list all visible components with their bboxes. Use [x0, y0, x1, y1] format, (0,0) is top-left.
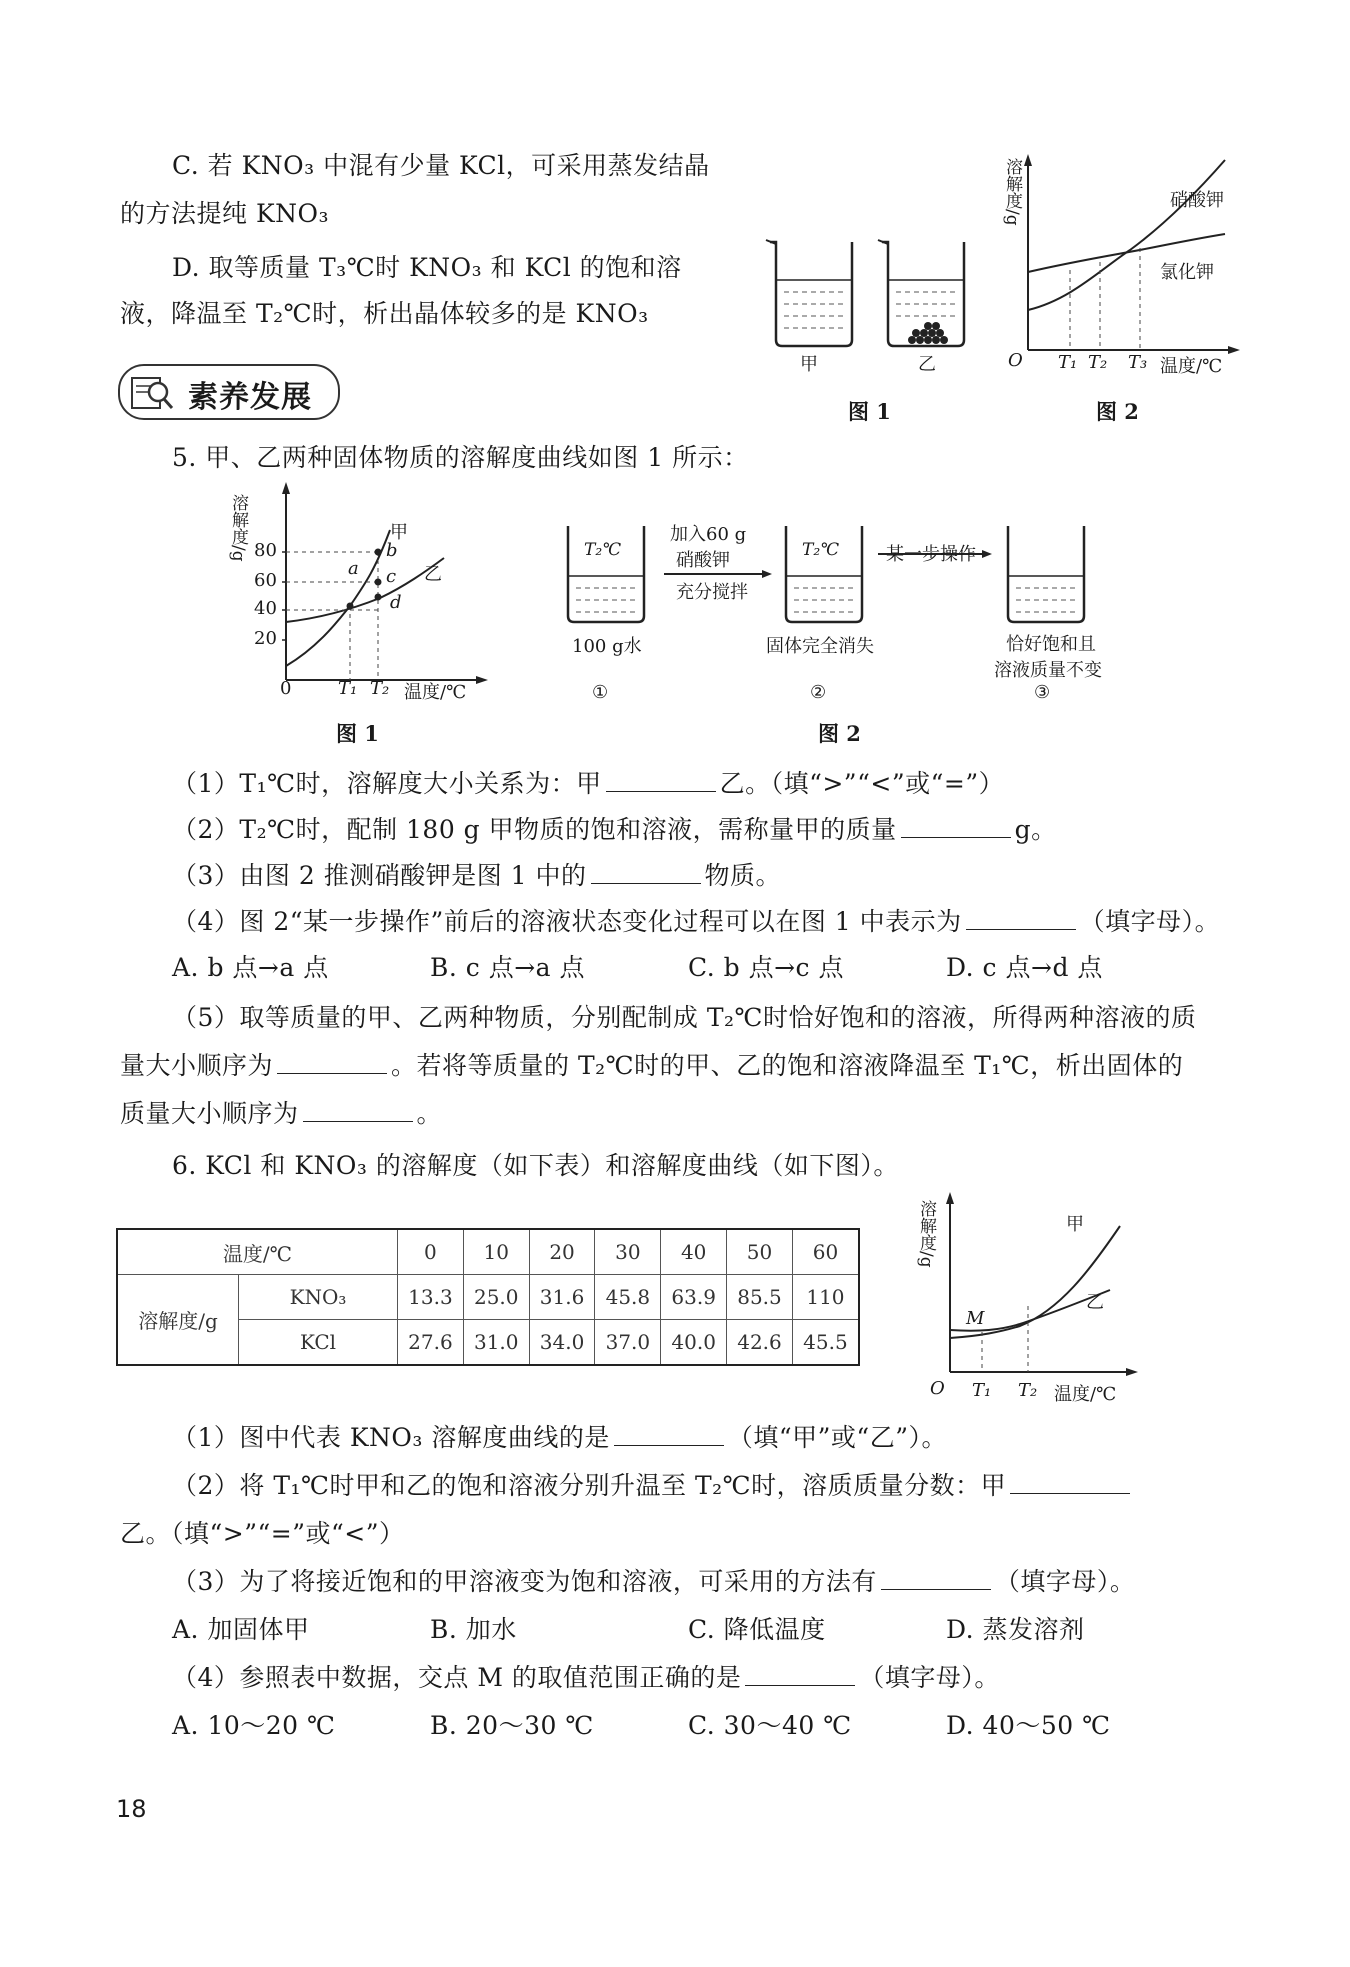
- table-cell: 110: [792, 1275, 859, 1320]
- table-cell: 45.5: [792, 1320, 859, 1366]
- q5-p3: （3）由图 2 推测硝酸钾是图 1 中的 物质。: [172, 861, 782, 890]
- q5-fig1-point-d: d: [390, 592, 402, 613]
- q5-p5-line3: 质量大小顺序为 。: [120, 1099, 443, 1128]
- q5-p4-option-a: A. b 点→a 点: [172, 953, 329, 982]
- q4-fig2-chart: [1000, 150, 1260, 370]
- q5-p5-line2: 量大小顺序为 。若将等质量的 T₂℃时的甲、乙的饱和溶液降温至 T₁℃，析出固体的: [120, 1051, 1184, 1080]
- table-cell: 34.0: [529, 1320, 595, 1366]
- q5-fig1-point-c: c: [386, 566, 397, 587]
- q5-fig1-origin: 0: [280, 678, 292, 699]
- point-d: [375, 594, 382, 601]
- table-row-name: KCl: [239, 1320, 398, 1366]
- step1-line1: 加入60 g: [670, 524, 747, 545]
- table-cell: 85.5: [727, 1275, 793, 1320]
- q4-fig2-curve-top: 硝酸钾: [1170, 190, 1224, 211]
- q5-stem: 5. 甲、乙两种固体物质的溶解度曲线如图 1 所示：: [172, 443, 749, 472]
- q6-chart-point-m: M: [966, 1308, 985, 1329]
- table-cell: 63.9: [661, 1275, 727, 1320]
- crystals: [908, 322, 948, 344]
- q5-fig1-ytick-80: 80: [254, 540, 277, 561]
- solubility-table: [116, 1228, 860, 1366]
- beaker-2-label: 固体完全消失: [766, 636, 874, 657]
- section-title: 素养发展: [188, 380, 312, 415]
- answer-blank[interactable]: [966, 905, 1076, 930]
- q6-p3-option-b: B. 加水: [430, 1615, 517, 1644]
- answer-blank[interactable]: [614, 1421, 724, 1446]
- table-cell: 13.3: [398, 1275, 464, 1320]
- q4-fig2-xlabel: 温度/℃: [1160, 356, 1223, 377]
- q6-p4-option-d: D. 40～50 ℃: [946, 1711, 1111, 1740]
- q6-p4: （4）参照表中数据，交点 M 的取值范围正确的是 （填字母）。: [172, 1663, 1000, 1692]
- q5-fig1-curve-jia: 甲: [390, 522, 408, 543]
- q4-option-c-line1: C. 若 KNO₃ 中混有少量 KCl，可采用蒸发结晶: [172, 151, 710, 180]
- q5-p2: （2）T₂℃时，配制 180 g 甲物质的饱和溶液，需称量甲的质量 g。: [172, 815, 1057, 844]
- q6-chart-ylabel: 溶解度/g: [916, 1200, 936, 1268]
- table-cell: 31.6: [529, 1275, 595, 1320]
- q6-p3-option-c: C. 降低温度: [688, 1615, 826, 1644]
- circle-2: ②: [810, 682, 827, 703]
- q4-fig2-tick-t3: T₃: [1128, 352, 1148, 373]
- q5-fig1-caption: 图 1: [336, 721, 379, 746]
- table-row-name: KNO₃: [239, 1275, 398, 1320]
- table-header-row: [117, 1229, 859, 1275]
- q6-p4-option-a: A. 10～20 ℃: [172, 1711, 336, 1740]
- curve-kno3: [1028, 160, 1225, 310]
- point-a: [347, 603, 354, 610]
- q6-chart-tick-t2: T₂: [1018, 1380, 1038, 1401]
- table-temp-cell: 40: [661, 1229, 727, 1275]
- q5-fig1-tick-t2: T₂: [370, 678, 390, 699]
- q6-p3-option-d: D. 蒸发溶剂: [946, 1615, 1085, 1644]
- answer-blank[interactable]: [1010, 1469, 1130, 1494]
- step2-label: 某一步操作: [886, 544, 976, 565]
- beaker-1-temp: T₂℃: [584, 540, 622, 560]
- q6-p3-option-a: A. 加固体甲: [172, 1615, 310, 1644]
- step1-line2: 硝酸钾: [676, 550, 730, 571]
- curve-jia: [286, 530, 390, 666]
- q5-fig1-tick-t1: T₁: [338, 678, 358, 699]
- table-head-temp: 温度/℃: [117, 1229, 398, 1275]
- answer-blank[interactable]: [303, 1097, 413, 1122]
- q6-chart-origin: O: [930, 1378, 945, 1399]
- table-cell: 37.0: [595, 1320, 661, 1366]
- circle-1: ①: [592, 682, 609, 703]
- q6-p2-line2: 乙。（填“>”“=”或“<”）: [120, 1519, 405, 1548]
- page-number: 18: [116, 1795, 147, 1823]
- q4-fig2-origin: O: [1008, 350, 1023, 371]
- q5-p5-line1: （5）取等质量的甲、乙两种物质，分别配制成 T₂℃时恰好饱和的溶液，所得两种溶液的质: [172, 1003, 1197, 1032]
- section-header: [118, 364, 340, 420]
- table-temp-cell: 0: [398, 1229, 464, 1275]
- q4-fig2-ylabel: 溶解度/g: [1002, 158, 1022, 226]
- q4-option-d-line2: 液，降温至 T₂℃时，析出晶体较多的是 KNO₃: [120, 299, 649, 328]
- beaker-2-temp: T₂℃: [802, 540, 840, 560]
- q4-fig2-curve-bottom: 氯化钾: [1160, 262, 1214, 283]
- q5-fig1-point-a: a: [348, 558, 359, 579]
- q5-fig1-ytick-60: 60: [254, 570, 277, 591]
- circle-3: ③: [1034, 682, 1051, 703]
- table-temp-cell: 10: [463, 1229, 529, 1275]
- q5-fig2-caption: 图 2: [818, 721, 861, 746]
- answer-blank[interactable]: [606, 767, 716, 792]
- q5-fig1-ytick-20: 20: [254, 628, 277, 649]
- q6-chart-curve-yi: 乙: [1086, 1292, 1104, 1313]
- beaker-1-label: 100 g水: [572, 636, 642, 657]
- beaker-3-label-1: 恰好饱和且: [1006, 634, 1096, 655]
- table-cell: 40.0: [661, 1320, 727, 1366]
- q4-fig1-caption: 图 1: [848, 399, 891, 424]
- q6-chart: [920, 1190, 1160, 1390]
- q4-fig2-tick-t2: T₂: [1088, 352, 1108, 373]
- magnifier-icon: [128, 370, 178, 414]
- q4-fig2-tick-t1: T₁: [1058, 352, 1078, 373]
- q6-chart-curve-jia: 甲: [1066, 1214, 1084, 1235]
- answer-blank[interactable]: [745, 1661, 855, 1686]
- beaker-3-label-2: 溶液质量不变: [994, 660, 1102, 681]
- q4-fig2-caption: 图 2: [1096, 399, 1139, 424]
- q6-chart-tick-t1: T₁: [972, 1380, 992, 1401]
- q6-p1: （1）图中代表 KNO₃ 溶解度曲线的是 （填“甲”或“乙”）。: [172, 1423, 947, 1452]
- beaker-jia-label: 甲: [800, 354, 818, 375]
- q5-p4: （4）图 2“某一步操作”前后的溶液状态变化过程可以在图 1 中表示为 （填字母）。: [172, 907, 1221, 936]
- q6-chart-xlabel: 温度/℃: [1054, 1384, 1117, 1405]
- table-temp-cell: 60: [792, 1229, 859, 1275]
- table-group-label: 溶解度/g: [117, 1275, 239, 1366]
- q5-p4-option-d: D. c 点→d 点: [946, 953, 1103, 982]
- q5-p1: （1）T₁℃时，溶解度大小关系为：甲 乙。（填“>”“<”或“=”）: [172, 769, 1005, 798]
- q4-fig1-beakers: [760, 230, 980, 390]
- answer-blank[interactable]: [591, 859, 701, 884]
- answer-blank[interactable]: [901, 813, 1011, 838]
- table-row: [117, 1275, 859, 1320]
- curve-yi: [286, 558, 444, 622]
- q5-p4-option-c: C. b 点→c 点: [688, 953, 844, 982]
- beaker-yi: [878, 240, 964, 346]
- beaker-jia: [766, 240, 852, 346]
- q6-p4-option-c: C. 30～40 ℃: [688, 1711, 852, 1740]
- q5-p4-option-b: B. c 点→a 点: [430, 953, 586, 982]
- table-temp-cell: 20: [529, 1229, 595, 1275]
- q5-fig1-ylabel: 溶解度/g: [228, 494, 248, 562]
- step1-line3: 充分搅拌: [676, 582, 748, 603]
- table-temp-cell: 30: [595, 1229, 661, 1275]
- q4-option-d-line1: D. 取等质量 T₃℃时 KNO₃ 和 KCl 的饱和溶: [172, 253, 682, 282]
- q5-fig2-process: [560, 520, 1120, 630]
- table-temp-cell: 50: [727, 1229, 793, 1275]
- beaker-yi-label: 乙: [918, 354, 936, 375]
- q4-option-c-line2: 的方法提纯 KNO₃: [120, 199, 330, 228]
- table-cell: 45.8: [595, 1275, 661, 1320]
- table-cell: 25.0: [463, 1275, 529, 1320]
- q5-fig1-curve-yi: 乙: [424, 564, 442, 585]
- table-cell: 31.0: [463, 1320, 529, 1366]
- point-c: [375, 579, 382, 586]
- q6-stem: 6. KCl 和 KNO₃ 的溶解度（如下表）和溶解度曲线（如下图）。: [172, 1151, 899, 1180]
- answer-blank[interactable]: [277, 1049, 387, 1074]
- point-b: [375, 549, 382, 556]
- q6-p4-option-b: B. 20～30 ℃: [430, 1711, 594, 1740]
- q5-fig1-point-b: b: [386, 540, 398, 561]
- q5-fig1-xlabel: 温度/℃: [404, 682, 467, 703]
- q5-fig1-ytick-40: 40: [254, 598, 277, 619]
- q6-p2-line1: （2）将 T₁℃时甲和乙的饱和溶液分别升温至 T₂℃时，溶质质量分数：甲: [172, 1468, 1134, 1504]
- q6-p3: （3）为了将接近饱和的甲溶液变为饱和溶液，可采用的方法有 （填字母）。: [172, 1567, 1136, 1596]
- table-cell: 42.6: [727, 1320, 793, 1366]
- beaker-3: [1008, 526, 1084, 622]
- table-cell: 27.6: [398, 1320, 464, 1366]
- answer-blank[interactable]: [881, 1565, 991, 1590]
